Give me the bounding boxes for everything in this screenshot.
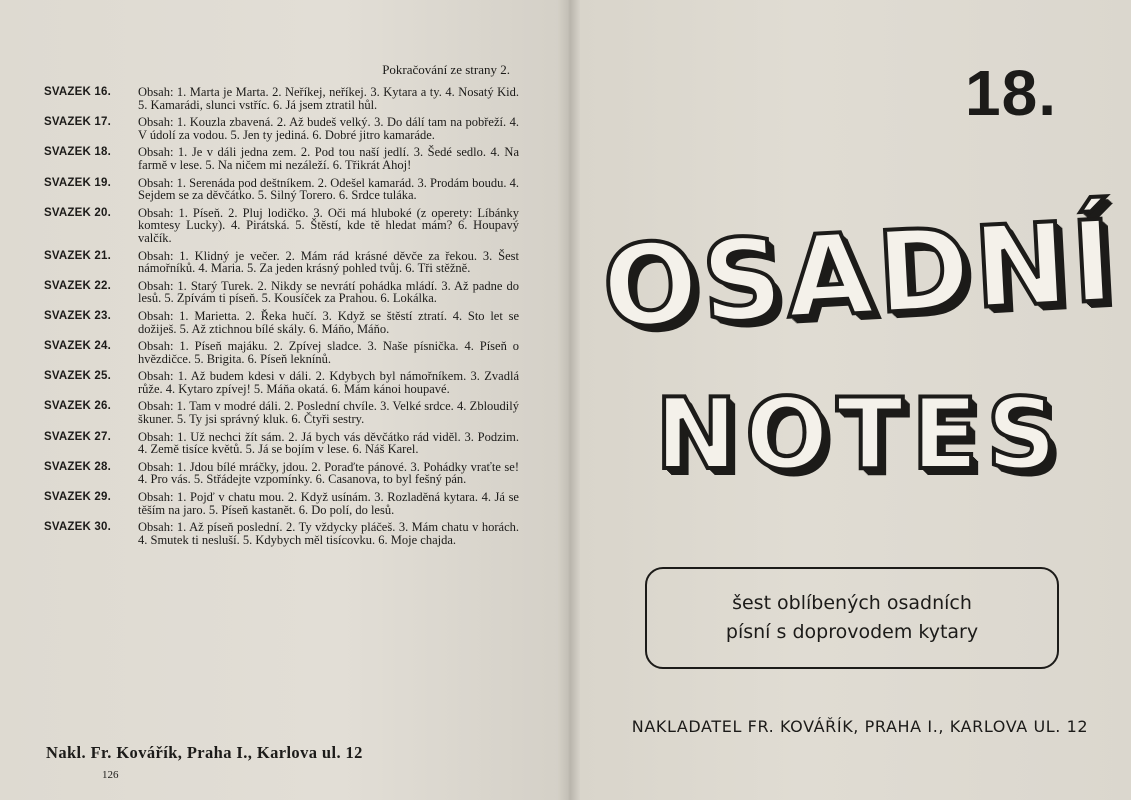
volume-contents: Obsah: 1. Marietta. 2. Řeka hučí. 3. Když se štěstí ztratí. 4. Sto let se dožiješ. 5. Až ztichnou bílé skály. 6. Máňo, Máňo.	[138, 308, 519, 336]
page-number: 126	[102, 769, 119, 781]
volume-label: SVAZEK 16.	[44, 86, 111, 98]
volume-contents: Obsah: 1. Starý Turek. 2. Nikdy se nevrátí pohádka mládí. 3. Až padne do lesů. 5. Zpívám ti píseň. 5. Kousíček za Prahou. 6. Lokálka.	[138, 278, 519, 306]
volume-entry	[44, 370, 519, 395]
volume-contents: Obsah: 1. Píseň. 2. Pluj lodičko. 3. Oči má hluboké (z operety: Líbánky komtesy Lucky). 4. Pirátská. 5. Štěstí, kde tě hledat mám? 6. Houpavý valčík.	[138, 205, 519, 245]
volume-contents: Obsah: 1. Tam v modré dáli. 2. Poslední chvíle. 3. Velké srdce. 4. Zbloudilý škuner. 5. Ty jsi správný kluk. 6. Čtyři sestry.	[138, 399, 519, 427]
volume-label: SVAZEK 30.	[44, 521, 111, 534]
volume-label: SVAZEK 20.	[44, 206, 111, 219]
volume-entry	[44, 431, 519, 456]
volume-list	[44, 86, 519, 551]
volume-label: SVAZEK 22.	[44, 279, 111, 292]
volume-label: SVAZEK 28.	[44, 460, 111, 473]
volume-label: SVAZEK 24.	[44, 340, 111, 353]
volume-entry	[44, 207, 519, 245]
volume-entry	[44, 86, 519, 111]
subtitle-line: písní s doprovodem kytary	[725, 621, 979, 643]
volume-contents: Obsah: 1. Až budem kdesi v dáli. 2. Kdybych byl námořníkem. 3. Zvadlá růže. 4. Kytaro zpívej! 5. Máňa okatá. 6. Mám kánoi houpavé.	[138, 369, 519, 396]
volume-label: SVAZEK 29.	[44, 491, 111, 504]
cover-title-osadni: OSADNÍ	[599, 196, 1121, 354]
volume-entry	[44, 521, 519, 546]
volume-entry	[44, 461, 519, 486]
volume-label: SVAZEK 27.	[44, 430, 111, 443]
subtitle-line: šest oblíbených osadních	[732, 592, 972, 614]
subtitle-frame	[645, 567, 1059, 669]
volume-entry	[44, 310, 519, 335]
volume-contents: Obsah: 1. Píseň majáku. 2. Zpívej sladce. 3. Naše písnička. 4. Píseň o hvězdičce. 5. Brigita. 6. Píseň leknínů.	[138, 339, 519, 366]
cover-publisher: NAKLADATEL FR. KOVÁŘÍK, PRAHA I., KARLOVA UL. 12	[631, 717, 1089, 736]
volume-label: SVAZEK 19.	[44, 176, 111, 189]
volume-contents: Obsah: 1. Klidný je večer. 2. Mám rád krásné děvče za řekou. 3. Šest námořníků. 4. Maria. 5. Za jeden krásný pohled tvůj. 6. Tři stěžně.	[138, 248, 519, 276]
publisher-imprint: Nakl. Fr. Kovářík, Praha I., Karlova ul. 12	[46, 743, 363, 762]
volume-entry	[44, 400, 519, 425]
volume-entry	[44, 146, 519, 171]
volume-contents: Obsah: 1. Pojď v chatu mou. 2. Když usínám. 3. Rozladěná kytara. 4. Já se těším na jaro. 5. Píseň kastanět. 6. Do polí, do lesů.	[138, 490, 519, 517]
volume-contents: Obsah: 1. Jdou bílé mráčky, jdou. 2. Poraďte pánové. 3. Pohádky vraťte se! 4. Pro vás. 5. Střádejte vzpomínky. 6. Casanova, to byl fešný pán.	[138, 459, 519, 487]
volume-contents: Obsah: 1. Marta je Marta. 2. Neříkej, neříkej. 3. Kytara a ty. 4. Nosatý Kid. 5. Kamarádi, slunci vstříc. 6. Já jsem ztratil hůl.	[138, 85, 519, 112]
volume-entry	[44, 491, 519, 516]
continued-note: Pokračování ze strany 2.	[382, 62, 510, 77]
volume-label: SVAZEK 21.	[44, 249, 111, 262]
volume-entry	[44, 340, 519, 365]
volume-label: SVAZEK 25.	[44, 370, 111, 383]
volume-label: SVAZEK 23.	[44, 309, 111, 322]
booklet-spine	[558, 0, 580, 800]
volume-entry	[44, 250, 519, 275]
volume-label: SVAZEK 17.	[44, 116, 111, 129]
volume-contents: Obsah: 1. Už nechci žít sám. 2. Já bych vás děvčátko rád viděl. 3. Podzim. 4. Země tisíce květů. 5. Já se bojím v lese. 6. Náš Karel.	[138, 429, 519, 457]
front-cover	[580, 0, 1131, 800]
cover-title-notes: NOTES	[655, 378, 1065, 492]
volume-entry	[44, 280, 519, 305]
volume-label: SVAZEK 18.	[44, 146, 111, 159]
volume-entry	[44, 116, 519, 141]
volume-entry	[44, 177, 519, 202]
volume-contents: Obsah: 1. Kouzla zbavená. 2. Až budeš velký. 3. Do dálí tam na pobřeží. 4. V údolí za vodou. 5. Jen ty jediná. 6. Dobré jitro kamaráde.	[138, 115, 519, 142]
volume-contents: Obsah: 1. Je v dáli jedna zem. 2. Pod tou naší jedlí. 3. Šedé sedlo. 4. Na farmě v lese. 5. Na ničem mi nezáleží. 6. Třikrát Ahoj!	[138, 145, 519, 172]
volume-contents: Obsah: 1. Až píseň poslední. 2. Ty vždycky pláčeš. 3. Mám chatu v horách. 4. Smutek ti nesluší. 5. Kdybych měl tisícovku. 6. Moje chajda.	[138, 520, 519, 547]
volume-contents: Obsah: 1. Serenáda pod deštníkem. 2. Odešel kamarád. 3. Prodám boudu. 4. Sejdem se za děvčátko. 5. Silný Torero. 6. Srdce tuláka.	[138, 175, 519, 203]
volume-label: SVAZEK 26.	[44, 400, 111, 413]
issue-number: 18.	[965, 57, 1057, 129]
